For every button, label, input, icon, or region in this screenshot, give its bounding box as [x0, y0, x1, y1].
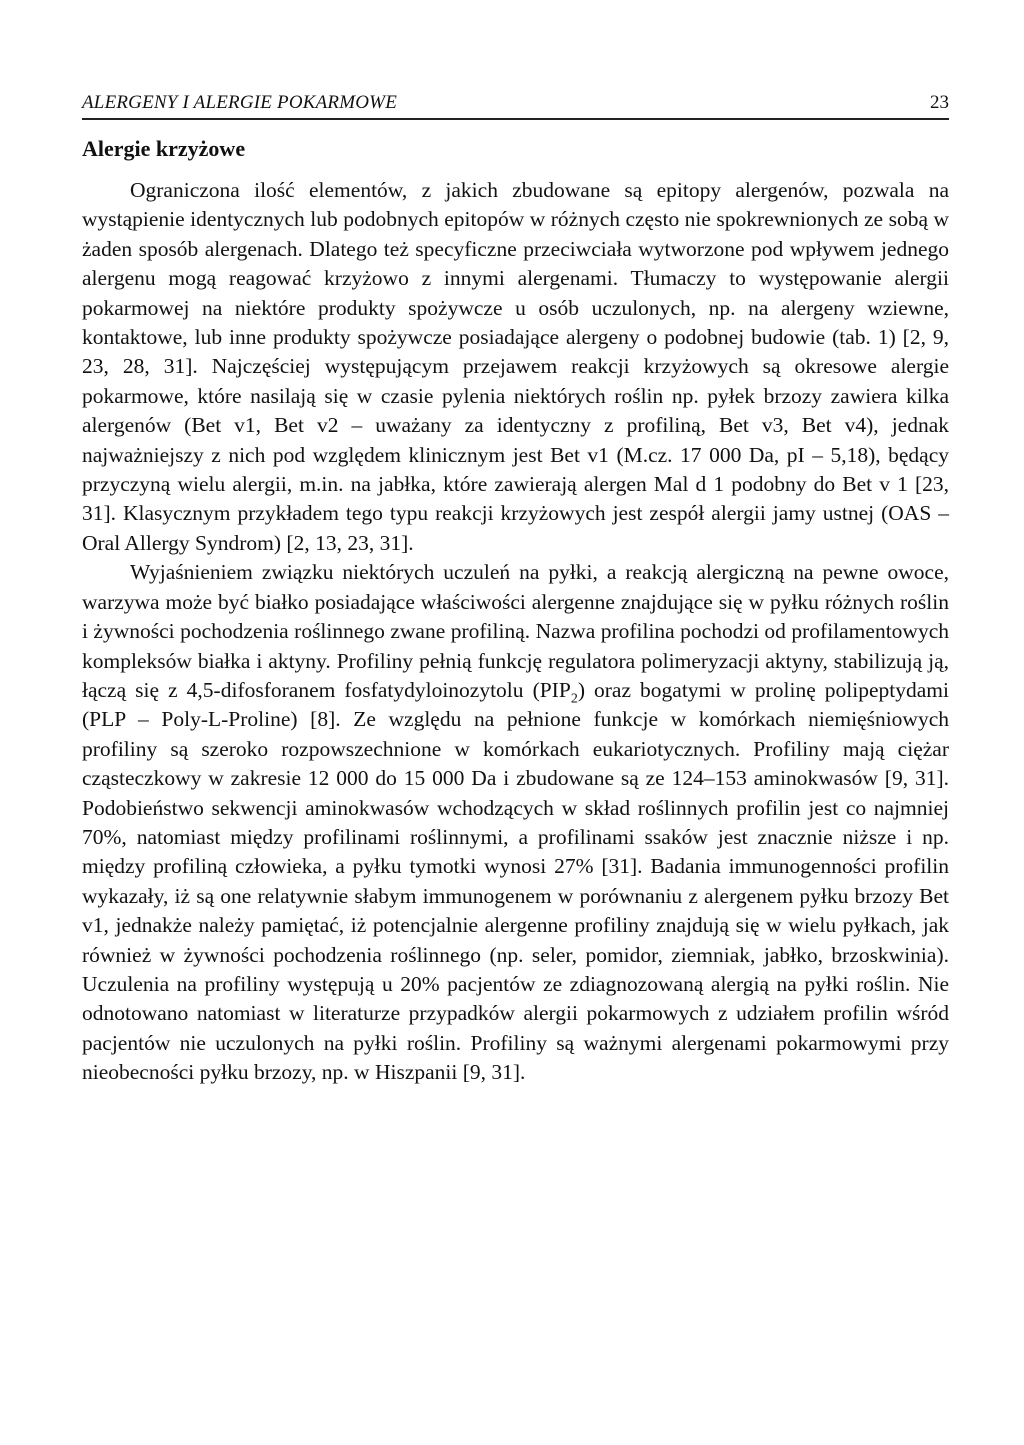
- running-header: [82, 92, 949, 120]
- paragraph-profilins-part1: Wyjaśnieniem związku niektórych uczuleń na pyłki, a reakcją alergiczną na pewne owoce, warzywa może być białko posiadające właściwości alergenne znajdujące się w pyłku różnych roślin i żywności pochodzenia roślinnego zwane profiliną. Nazwa profilina pochodzi od profilamentowych kompleksów białka i aktyny. Profiliny pełnią funkcję regulatora polimeryzacji aktyny, stabilizują ją, łączą się z 4,5-difosforanem fosfatydyloinozytolu (PIP: [82, 560, 949, 702]
- paragraph-profilins-part2: ) oraz bogatymi w prolinę polipeptydami (PLP – Poly-L-Proline) [8]. Ze względu na pełnione funkcje w komórkach niemięśniowych profiliny są szeroko rozpowszechnione w komórkach eukariotycznych. Profiliny mają ciężar cząsteczkowy w zakresie 12 000 do 15 000 Da i zbudowane są ze 124–153 aminokwasów [9, 31]. Podobieństwo sekwencji aminokwasów wchodzących w skład roślinnych profilin jest co najmniej 70%, natomiast między profilinami roślinnymi, a profilinami ssaków jest znacznie niższe i np. między profiliną człowieka, a pyłku tymotki wynosi 27% [31]. Badania immunogenności profilin wykazały, iż są one relatywnie słabym immunogenem w porównaniu z alergenem pyłku brzozy Bet v1, jednakże należy pamiętać, iż potencjalnie alergenne profiliny znajdują się w wielu pyłkach, jak również w żywności pochodzenia roślinnego (np. seler, pomidor, ziemniak, jabłko, brzoskwinia). Uczulenia na profiliny występują u 20% pacjentów ze zdiagnozowaną alergią na pyłki roślin. Nie odnotowano natomiast w literaturze przypadków alergii pokarmowych z udziałem profilin wśród pacjentów nie uczulonych na pyłki roślin. Profiliny są ważnymi alergenami pokarmowymi przy nieobecności pyłku brzozy, np. w Hiszpanii [9, 31].: [82, 677, 950, 1085]
- paragraph-cross-allergy-intro: Ograniczona ilość elementów, z jakich zbudowane są epitopy alergenów, pozwala na wystąpienie identycznych lub podobnych epitopów w różnych często nie spokrewnionych ze sobą w żaden sposób alergenach. Dlatego też specyficzne przeciwciała wytworzone pod wpływem jednego alergenu mogą reagować krzyżowo z innymi alergenami. Tłumaczy to występowanie alergii pokarmowej na niektóre produkty spożywcze u osób uczulonych, np. na alergeny wziewne, kontaktowe, lub inne produkty spożywcze posiadające alergeny o podobnej budowie (tab. 1) [2, 9, 23, 28, 31]. Najczęściej występującym przejawem reakcji krzyżowych są okresowe alergie pokarmowe, które nasilają się w czasie pylenia niektórych roślin np. pyłek brzozy zawiera kilka alergenów (Bet v1, Bet v2 – uważany za identyczny z profiliną, Bet v3, Bet v4), jednak najważniejszy z nich pod względem klinicznym jest Bet v1 (M.cz. 17 000 Da, pI – 5,18), będący przyczyną wielu alergii, m.in. na jabłka, które zawierają alergen Mal d 1 podobny do Bet v 1 [23, 31]. Klasycznym przykładem tego typu reakcji krzyżowych jest zespół alergii jamy ustnej (OAS – Oral Allergy Syndrom) [2, 13, 23, 31].: [82, 178, 949, 555]
- page-number: 23: [930, 92, 949, 113]
- paragraph-profilins: [82, 558, 949, 1087]
- document-page: [82, 92, 949, 1088]
- section-title: Alergie krzyżowe: [82, 136, 246, 161]
- pip-subscript: 2: [570, 691, 578, 707]
- running-title: ALERGENY I ALERGIE POKARMOWE: [82, 92, 398, 113]
- body-text: [82, 176, 949, 1088]
